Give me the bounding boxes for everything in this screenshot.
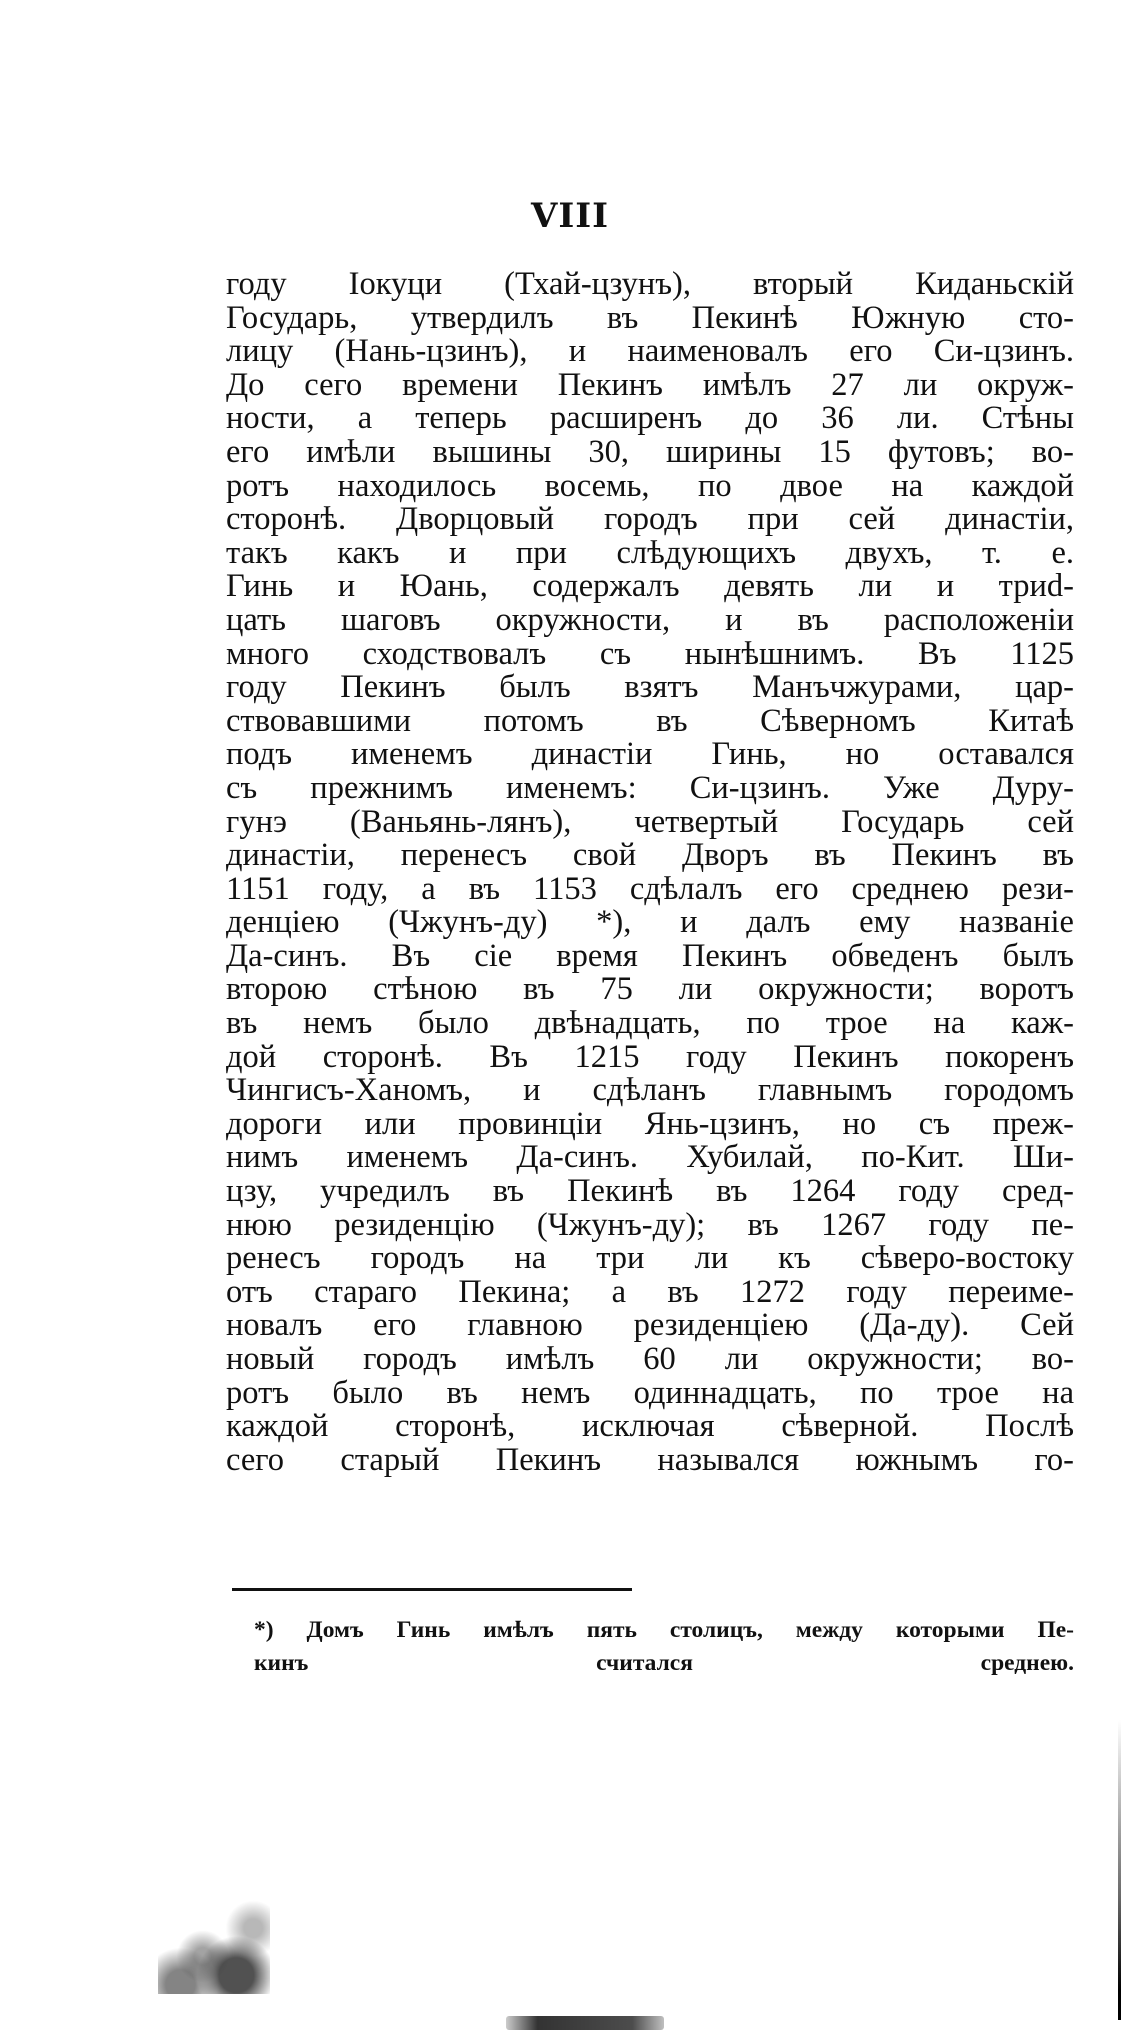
text-line: такъ какъ и при слѣдующихъ двухъ, т. е. bbox=[226, 534, 1074, 571]
text-line: ренесъ городъ на три ли къ сѣверо-востоку bbox=[226, 1240, 1074, 1277]
footnote-line: *) Домъ Гинь имѣлъ пять столицъ, между которыми Пе- bbox=[254, 1617, 1074, 1643]
text-line: династіи, перенесъ свой Дворъ въ Пекинъ въ bbox=[226, 837, 1074, 874]
text-line: ствовавшими потомъ въ Сѣверномъ Китаѣ bbox=[226, 702, 1074, 739]
text-line: нюю резиденцію (Чжунъ-ду); въ 1267 году пе- bbox=[226, 1206, 1074, 1243]
footnote-line: кинъ считался среднею. bbox=[254, 1650, 1074, 1676]
text-line: сторонѣ. Дворцовый городъ при сей династіи, bbox=[226, 501, 1074, 538]
text-line: Чингисъ-Ханомъ, и сдѣланъ главнымъ городомъ bbox=[226, 1072, 1074, 1109]
text-line: отъ стараго Пекина; а въ 1272 году переиме- bbox=[226, 1273, 1074, 1310]
text-line: много сходствовалъ съ нынѣшнимъ. Въ 1125 bbox=[226, 635, 1074, 672]
text-line: новый городъ имѣлъ 60 ли окружности; во- bbox=[226, 1341, 1074, 1377]
text-line: подъ именемъ династіи Гинь, но оставался bbox=[226, 736, 1074, 773]
text-line: лицу (Нань-цзинъ), и наименовалъ его Си-цзинъ. bbox=[226, 333, 1074, 370]
text-line: цзу, учредилъ въ Пекинѣ въ 1264 году сред- bbox=[226, 1173, 1074, 1210]
text-line: сего старый Пекинъ назывался южнымъ го- bbox=[226, 1441, 1074, 1478]
text-line: дороги или провинціи Янь-цзинъ, но съ преж- bbox=[226, 1105, 1074, 1142]
page-number: VIII bbox=[530, 196, 610, 236]
text-line: Гинь и Юань, содержалъ девять ли и триd- bbox=[226, 568, 1074, 605]
main-text bbox=[226, 268, 1074, 1477]
text-line: второю стѣною въ 75 ли окружности; воротъ bbox=[226, 971, 1074, 1008]
text-line: каждой сторонѣ, исключая сѣверной. Послѣ bbox=[226, 1408, 1074, 1445]
text-line: Государь, утвердилъ въ Пекинѣ Южную сто- bbox=[226, 299, 1074, 336]
footnote-separator bbox=[232, 1588, 632, 1591]
text-line: ротъ находилось восемь, по двое на каждой bbox=[226, 467, 1074, 504]
ink-smudge-bottom bbox=[506, 2016, 664, 2030]
text-line: денціею (Чжунъ-ду) *), и далъ ему названіе bbox=[226, 904, 1074, 941]
text-line: До сего времени Пекинъ имѣлъ 27 ли окруж- bbox=[226, 366, 1074, 403]
ink-smudge bbox=[158, 1900, 270, 1994]
text-line: Да-синъ. Въ сіе время Пекинъ обведенъ былъ bbox=[226, 937, 1074, 974]
text-line: году Іокуци (Тхай-цзунъ), вторый Киданьскій bbox=[226, 266, 1074, 302]
text-line: дой сторонѣ. Въ 1215 году Пекинъ покоренъ bbox=[226, 1038, 1074, 1075]
text-line: нимъ именемъ Да-синъ. Хубилай, по-Кит. Ши- bbox=[226, 1139, 1074, 1176]
text-line: ротъ было въ немъ одиннадцать, по трое на bbox=[226, 1374, 1074, 1411]
footnote bbox=[254, 1614, 1074, 1680]
text-line: его имѣли вышины 30, ширины 15 футовъ; во- bbox=[226, 433, 1074, 470]
text-line: гунэ (Ваньянь-лянъ), четвертый Государь сей bbox=[226, 803, 1074, 840]
text-line: въ немъ было двѣнадцать, по трое на каж- bbox=[226, 1005, 1074, 1042]
text-line: 1151 году, а въ 1153 сдѣлалъ его среднею рези- bbox=[226, 870, 1074, 907]
text-line: съ прежнимъ именемъ: Си-цзинъ. Уже Дуру- bbox=[226, 769, 1074, 806]
text-line: ности, а теперь расширенъ до 36 ли. Стѣны bbox=[226, 400, 1074, 437]
text-line: году Пекинъ былъ взятъ Манъчжурами, цар- bbox=[226, 669, 1074, 706]
text-line: цать шаговъ окружности, и въ расположеніи bbox=[226, 601, 1074, 638]
page-edge-shadow bbox=[1118, 1720, 1121, 2020]
text-line: новалъ его главною резиденціею (Да-ду). Сей bbox=[226, 1307, 1074, 1344]
